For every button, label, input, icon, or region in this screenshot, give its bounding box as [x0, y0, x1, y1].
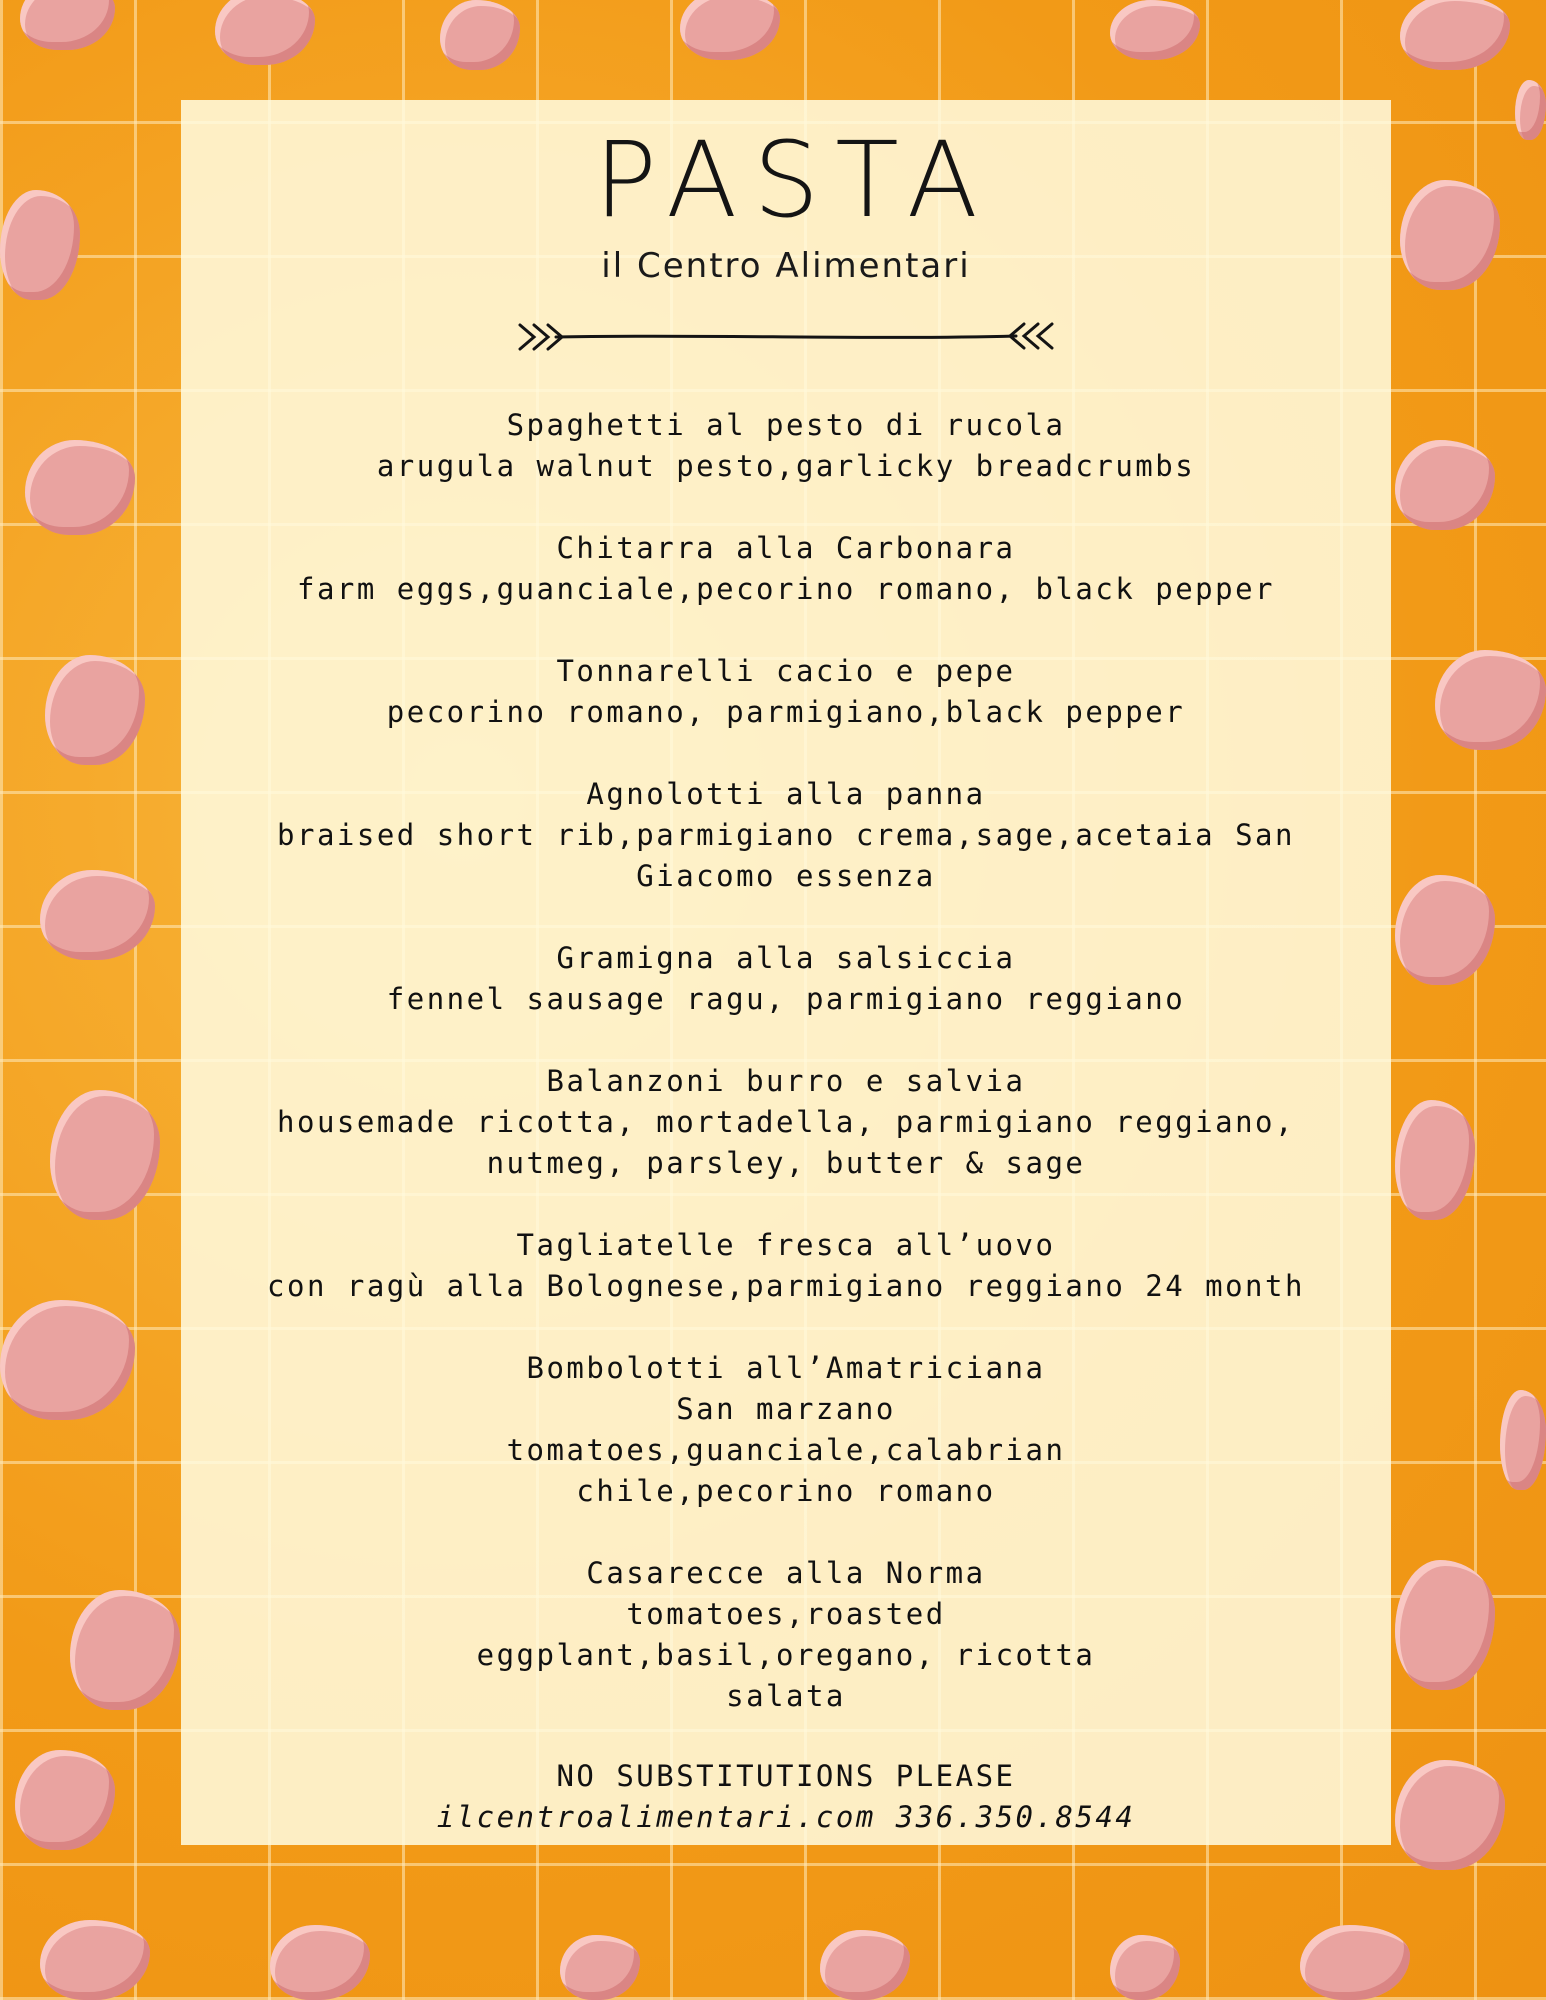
meat-filling	[1110, 1935, 1180, 2000]
menu-item-description: con ragù alla Bolognese,parmigiano reggiano 24 month	[267, 1269, 1305, 1303]
meat-filling	[15, 1750, 115, 1850]
meat-filling	[680, 0, 780, 60]
menu-item-description: fennel sausage ragu, parmigiano reggiano	[386, 982, 1186, 1016]
meat-filling	[1500, 1390, 1546, 1490]
meat-filling	[1395, 1760, 1505, 1870]
meat-filling	[1395, 875, 1495, 985]
meat-filling	[1435, 650, 1546, 750]
menu-item	[241, 938, 1331, 1020]
meat-filling	[1400, 0, 1510, 70]
menu-item	[241, 774, 1331, 897]
menu-item-description: housemade ricotta, mortadella, parmigiano reggiano, nutmeg, parsley, butter & sage	[277, 1105, 1295, 1180]
menu-item-name: Gramigna alla salsiccia	[556, 941, 1016, 975]
double-arrow-divider-icon	[516, 315, 1056, 355]
meat-filling	[1515, 80, 1546, 140]
meat-filling	[20, 0, 115, 50]
meat-filling	[560, 1935, 640, 2000]
menu-item-description: San marzano tomatoes,guanciale,calabrian chile,pecorino romano	[506, 1392, 1066, 1508]
pasta-menu-list	[241, 405, 1331, 1879]
contact-info: ilcentroalimentari.com 336.350.8544	[436, 1800, 1136, 1834]
menu-item-description: pecorino romano, parmigiano,black pepper	[386, 695, 1186, 729]
meat-filling	[1395, 1100, 1475, 1220]
menu-item-name: Spaghetti al pesto di rucola	[506, 408, 1066, 442]
menu-item-description: arugula walnut pesto,garlicky breadcrumbs	[376, 449, 1196, 483]
meat-filling	[50, 1090, 160, 1220]
meat-filling	[215, 0, 315, 65]
meat-filling	[0, 190, 80, 300]
menu-item	[241, 1348, 1331, 1512]
menu-item	[241, 405, 1331, 487]
menu-panel	[181, 100, 1391, 1845]
meat-filling	[25, 440, 135, 535]
restaurant-name: il Centro Alimentari	[601, 246, 971, 286]
menu-item-name: Bombolotti all’Amatriciana	[526, 1351, 1046, 1385]
meat-filling	[1395, 1560, 1495, 1690]
no-substitutions-note: NO SUBSTITUTIONS PLEASE	[556, 1759, 1016, 1793]
meat-filling	[1400, 180, 1500, 290]
menu-item	[241, 1553, 1331, 1717]
meat-filling	[820, 1930, 910, 2000]
meat-filling	[1395, 440, 1495, 530]
meat-filling	[440, 0, 520, 70]
meat-filling	[70, 1590, 180, 1710]
meat-filling	[0, 1300, 135, 1420]
meat-filling	[270, 1925, 370, 2000]
menu-footer	[241, 1756, 1331, 1838]
menu-item-name: Casarecce alla Norma	[586, 1556, 986, 1590]
page-title: PASTA	[594, 119, 994, 241]
menu-item-name: Agnolotti alla panna	[586, 777, 986, 811]
meat-filling	[1300, 1925, 1410, 2000]
meat-filling	[40, 1920, 150, 2000]
meat-filling	[1110, 0, 1200, 60]
menu-item-name: Balanzoni burro e salvia	[546, 1064, 1026, 1098]
menu-item-name: Tagliatelle fresca all’uovo	[516, 1228, 1056, 1262]
menu-item	[241, 528, 1331, 610]
menu-item	[241, 1225, 1331, 1307]
menu-item-description: tomatoes,roasted eggplant,basil,oregano, ricotta salata	[476, 1597, 1096, 1713]
menu-item	[241, 1061, 1331, 1184]
meat-filling	[45, 655, 145, 765]
menu-item-description: farm eggs,guanciale,pecorino romano, black pepper	[296, 572, 1275, 606]
menu-item-name: Chitarra alla Carbonara	[556, 531, 1016, 565]
menu-item-description: braised short rib,parmigiano crema,sage,acetaia San Giacomo essenza	[277, 818, 1295, 893]
meat-filling	[40, 870, 155, 960]
menu-item	[241, 651, 1331, 733]
menu-item-name: Tonnarelli cacio e pepe	[556, 654, 1016, 688]
